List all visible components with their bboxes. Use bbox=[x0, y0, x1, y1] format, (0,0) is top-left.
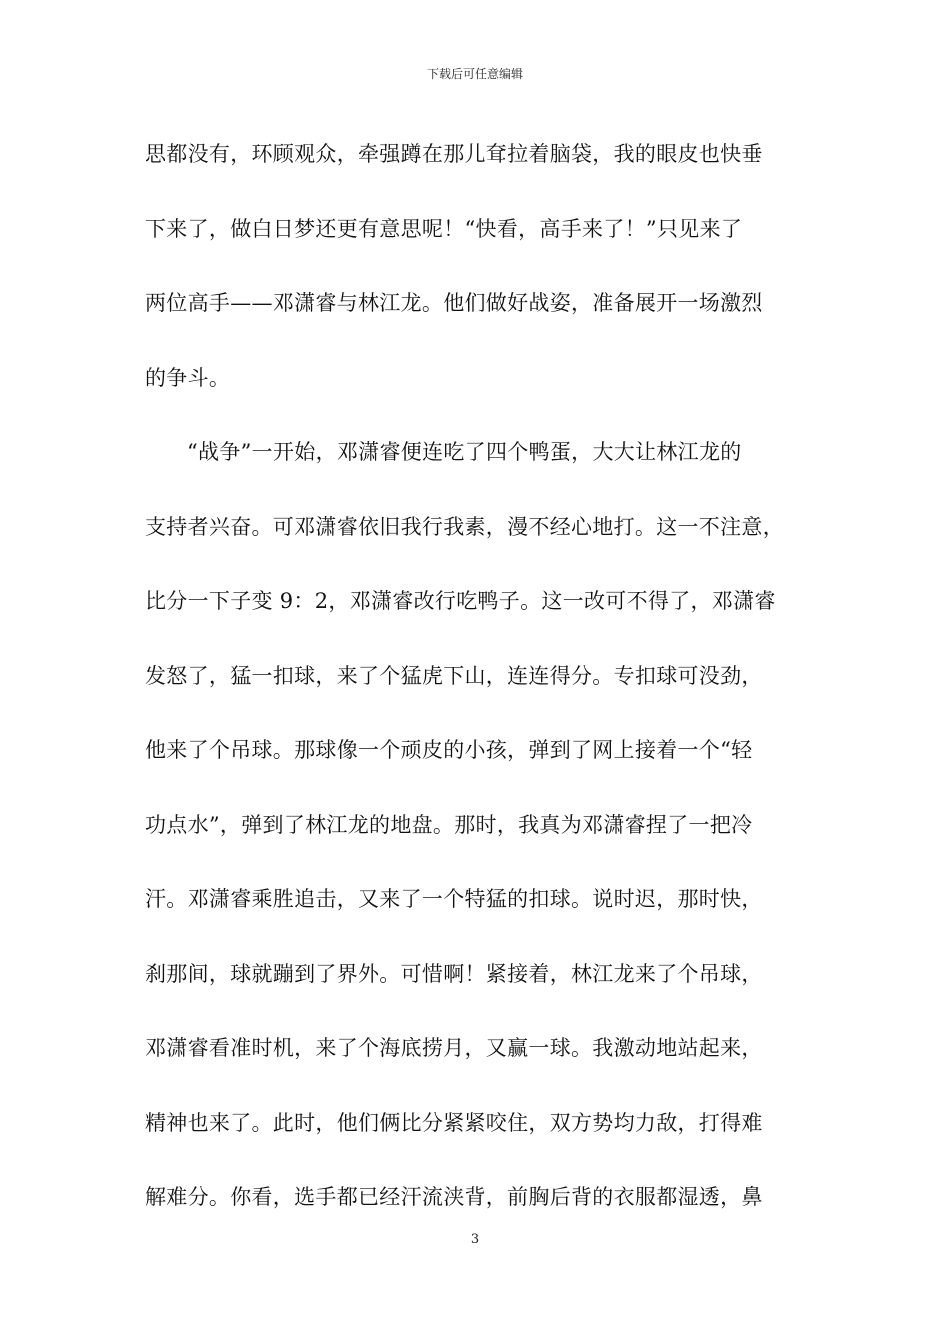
text-line-4: 的争斗。 bbox=[145, 365, 231, 390]
text-line-9: 他来了个吊球。那球像一个顽皮的小孩，弹到了网上接着一个“轻 bbox=[145, 738, 753, 762]
document-body bbox=[145, 130, 825, 1248]
text-line-15: 解难分。你看，选手都已经汗流浃背，前胸后背的衣服都湿透，鼻 bbox=[145, 1185, 763, 1209]
text-line-8: 发怒了，猛一扣球，来了个猛虎下山，连连得分。专扣球可没劲， bbox=[145, 663, 763, 688]
text-line-1: 思都没有，环顾观众，牵强蹲在那儿耷拉着脑袋，我的眼皮也快垂 bbox=[145, 142, 763, 166]
text-line-7: 比分一下子变 9：2，邓潇睿改行吃鸭子。这一改可不得了，邓潇睿 bbox=[145, 589, 776, 613]
text-line-2: 下来了，做白日梦还更有意思呢！“快看，高手来了！”只见来了 bbox=[145, 216, 743, 241]
page-header: 下载后可任意编辑 bbox=[426, 67, 523, 81]
text-line-5-paragraph-start: “战争”一开始，邓潇睿便连吃了四个鸭蛋，大大让林江龙的 bbox=[187, 440, 742, 464]
text-line-3: 两位高手——邓潇睿与林江龙。他们做好战姿，准备展开一场激烈 bbox=[145, 291, 763, 315]
text-line-12: 刹那间，球就蹦到了界外。可惜啊！紧接着，林江龙来了个吊球， bbox=[145, 961, 763, 986]
text-line-14: 精神也来了。此时，他们俩比分紧紧咬住，双方势均力敌，打得难 bbox=[145, 1110, 763, 1135]
page-number: 3 bbox=[470, 1232, 480, 1247]
text-line-13: 邓潇睿看准时机，来了个海底捞月，又赢一球。我激动地站起来， bbox=[145, 1036, 763, 1060]
text-line-10: 功点水”，弹到了林江龙的地盘。那时，我真为邓潇睿捏了一把冷 bbox=[145, 812, 753, 837]
text-line-11: 汗。邓潇睿乘胜追击，又来了一个特猛的扣球。说时迟，那时快， bbox=[145, 887, 763, 911]
text-line-6: 支持者兴奋。可邓潇睿依旧我行我素，漫不经心地打。这一不注意， bbox=[145, 514, 784, 539]
